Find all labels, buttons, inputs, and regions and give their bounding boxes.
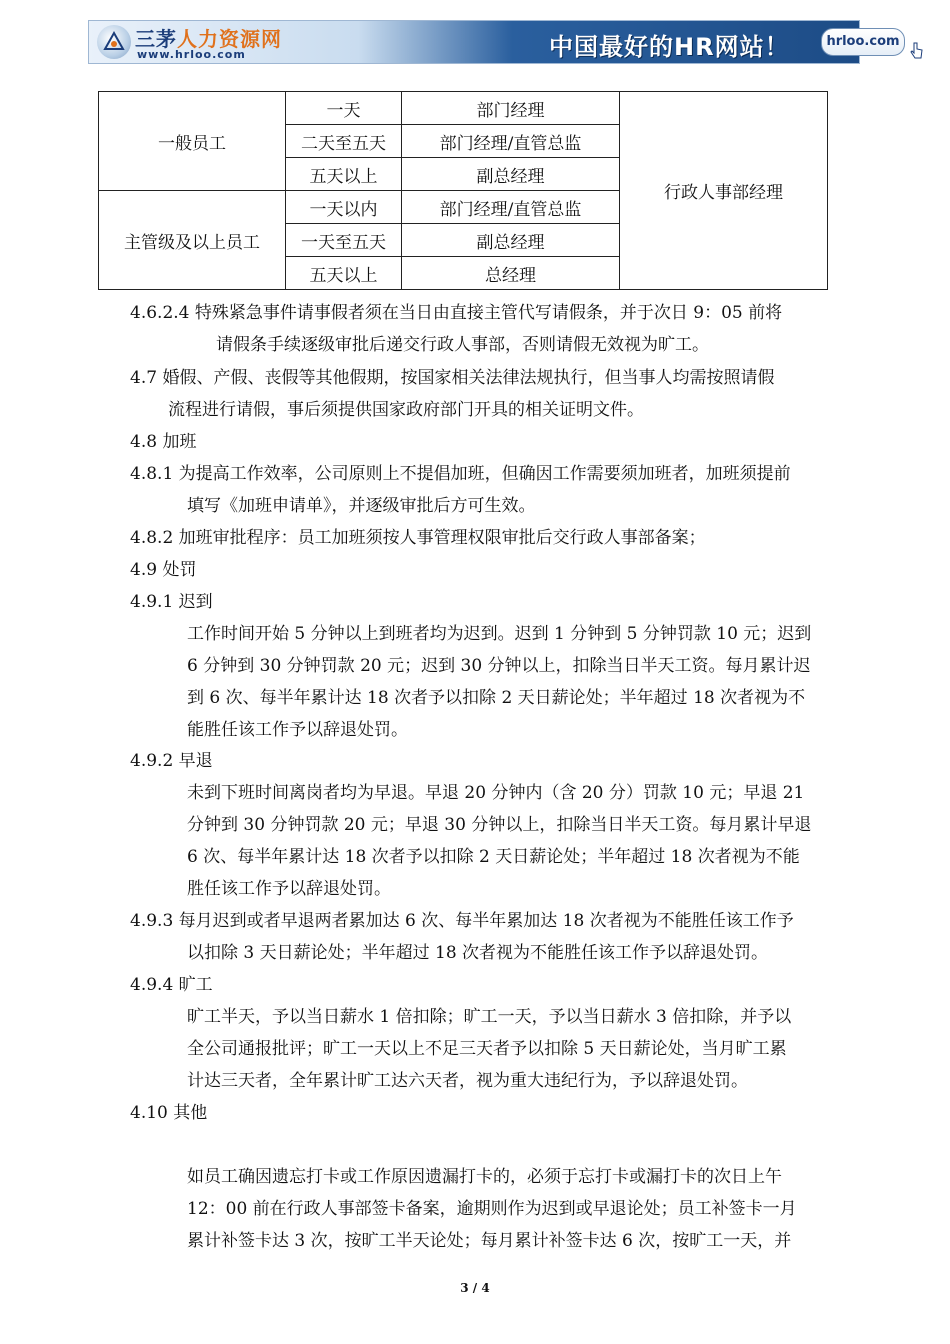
group-label: 主管级及以上员工 xyxy=(99,191,286,290)
text-line: 旷工半天，予以当日薪水 1 倍扣除；旷工一天，予以当日薪水 3 倍扣除，并予以 xyxy=(187,1007,792,1027)
clause-4-9-4-heading: 4.9.4 旷工 xyxy=(130,975,213,995)
clause-4-8-2: 4.8.2 加班审批程序：员工加班须按人事管理权限审批后交行政人事部备案； xyxy=(130,528,706,548)
days-cell: 一天以内 xyxy=(286,191,402,224)
text-line: 工作时间开始 5 分钟以上到班者均为迟到。迟到 1 分钟到 5 分钟罚款 10 元；迟到 xyxy=(187,624,812,644)
pointer-cursor-icon xyxy=(909,41,925,59)
text-line: 如员工确因遗忘打卡或工作原因遗漏打卡的，必须于忘打卡或漏打卡的次日上午 xyxy=(187,1167,782,1187)
clause-4-7: 4.7 婚假、产假、丧假等其他假期，按国家相关法律法规执行，但当事人均需按照请假 xyxy=(130,368,775,388)
approver-cell: 总经理 xyxy=(402,257,620,290)
clause-4-6-2-4: 4.6.2.4 特殊紧急事件请事假者须在当日由直接主管代写请假条，并于次日 9：05 前将 xyxy=(130,303,783,323)
text-line: 6 次、每半年累计达 18 次者予以扣除 2 天日薪论处；半年超过 18 次者视为不能 xyxy=(187,847,800,867)
hrloo-banner[interactable] xyxy=(88,20,900,64)
section-4-9-heading: 4.9 处罚 xyxy=(130,560,197,580)
section-4-8-heading: 4.8 加班 xyxy=(130,432,197,452)
text-line: 胜任该工作予以辞退处罚。 xyxy=(187,879,391,899)
text-line: 累计补签卡达 3 次，按旷工半天论处；每月累计补签卡达 6 次，按旷工一天，并 xyxy=(187,1231,792,1251)
final-approver-cell: 行政人事部经理 xyxy=(620,92,828,290)
text-line: 12：00 前在行政人事部签卡备案，逾期则作为迟到或早退论处；员工补签卡一月 xyxy=(187,1199,797,1219)
logo-icon xyxy=(97,25,131,59)
approver-cell: 部门经理/直管总监 xyxy=(402,125,620,158)
text-line: 未到下班时间离岗者均为早退。早退 20 分钟内（含 20 分）罚款 10 元；早退 21 xyxy=(187,783,805,803)
approver-cell: 副总经理 xyxy=(402,224,620,257)
text-line: 6 分钟到 30 分钟罚款 20 元；迟到 30 分钟以上，扣除当日半天工资。每月累计迟 xyxy=(187,656,811,676)
text-line: 能胜任该工作予以辞退处罚。 xyxy=(187,720,408,740)
text-line: 请假条手续逐级审批后递交行政人事部，否则请假无效视为旷工。 xyxy=(216,335,709,355)
text-line: 流程进行请假，事后须提供国家政府部门开具的相关证明文件。 xyxy=(168,400,644,420)
days-cell: 五天以上 xyxy=(286,257,402,290)
page-number: 3 / 4 xyxy=(460,1281,490,1295)
brand-name: 三茅人力资源网 xyxy=(135,27,282,51)
text-line: 到 6 次、每半年累计达 18 次者予以扣除 2 天日薪论处；半年超过 18 次者视为不 xyxy=(187,688,806,708)
site-link-button[interactable]: hrloo.com xyxy=(821,28,905,56)
clause-4-8-1: 4.8.1 为提高工作效率，公司原则上不提倡加班，但确因工作需要须加班者，加班须提前 xyxy=(130,464,791,484)
clause-4-9-1-heading: 4.9.1 迟到 xyxy=(130,592,213,612)
text-line: 分钟到 30 分钟罚款 20 元；早退 30 分钟以上，扣除当日半天工资。每月累计早退 xyxy=(187,815,812,835)
text-line: 以扣除 3 天日薪论处；半年超过 18 次者视为不能胜任该工作予以辞退处罚。 xyxy=(187,943,769,963)
text-line: 计达三天者，全年累计旷工达六天者，视为重大违纪行为，予以辞退处罚。 xyxy=(187,1071,748,1091)
text-line: 全公司通报批评；旷工一天以上不足三天者予以扣除 5 天日薪论处，当月旷工累 xyxy=(187,1039,787,1059)
days-cell: 一天 xyxy=(286,92,402,125)
days-cell: 一天至五天 xyxy=(286,224,402,257)
clause-4-9-3: 4.9.3 每月迟到或者早退两者累加达 6 次、每半年累加达 18 次者视为不能胜任该工作予 xyxy=(130,911,794,931)
approver-cell: 部门经理 xyxy=(402,92,620,125)
table-row xyxy=(99,92,828,125)
days-cell: 五天以上 xyxy=(286,158,402,191)
group-label: 一般员工 xyxy=(99,92,286,191)
days-cell: 二天至五天 xyxy=(286,125,402,158)
banner-slogan: 中国最好的HR网站！ xyxy=(549,33,790,61)
leave-approval-table xyxy=(98,91,828,290)
section-4-10-heading: 4.10 其他 xyxy=(130,1103,208,1123)
approver-cell: 副总经理 xyxy=(402,158,620,191)
approver-cell: 部门经理/直管总监 xyxy=(402,191,620,224)
text-line: 填写《加班申请单》，并逐级审批后方可生效。 xyxy=(187,496,536,516)
brand-url: www.hrloo.com xyxy=(137,48,246,61)
clause-4-9-2-heading: 4.9.2 早退 xyxy=(130,751,213,771)
